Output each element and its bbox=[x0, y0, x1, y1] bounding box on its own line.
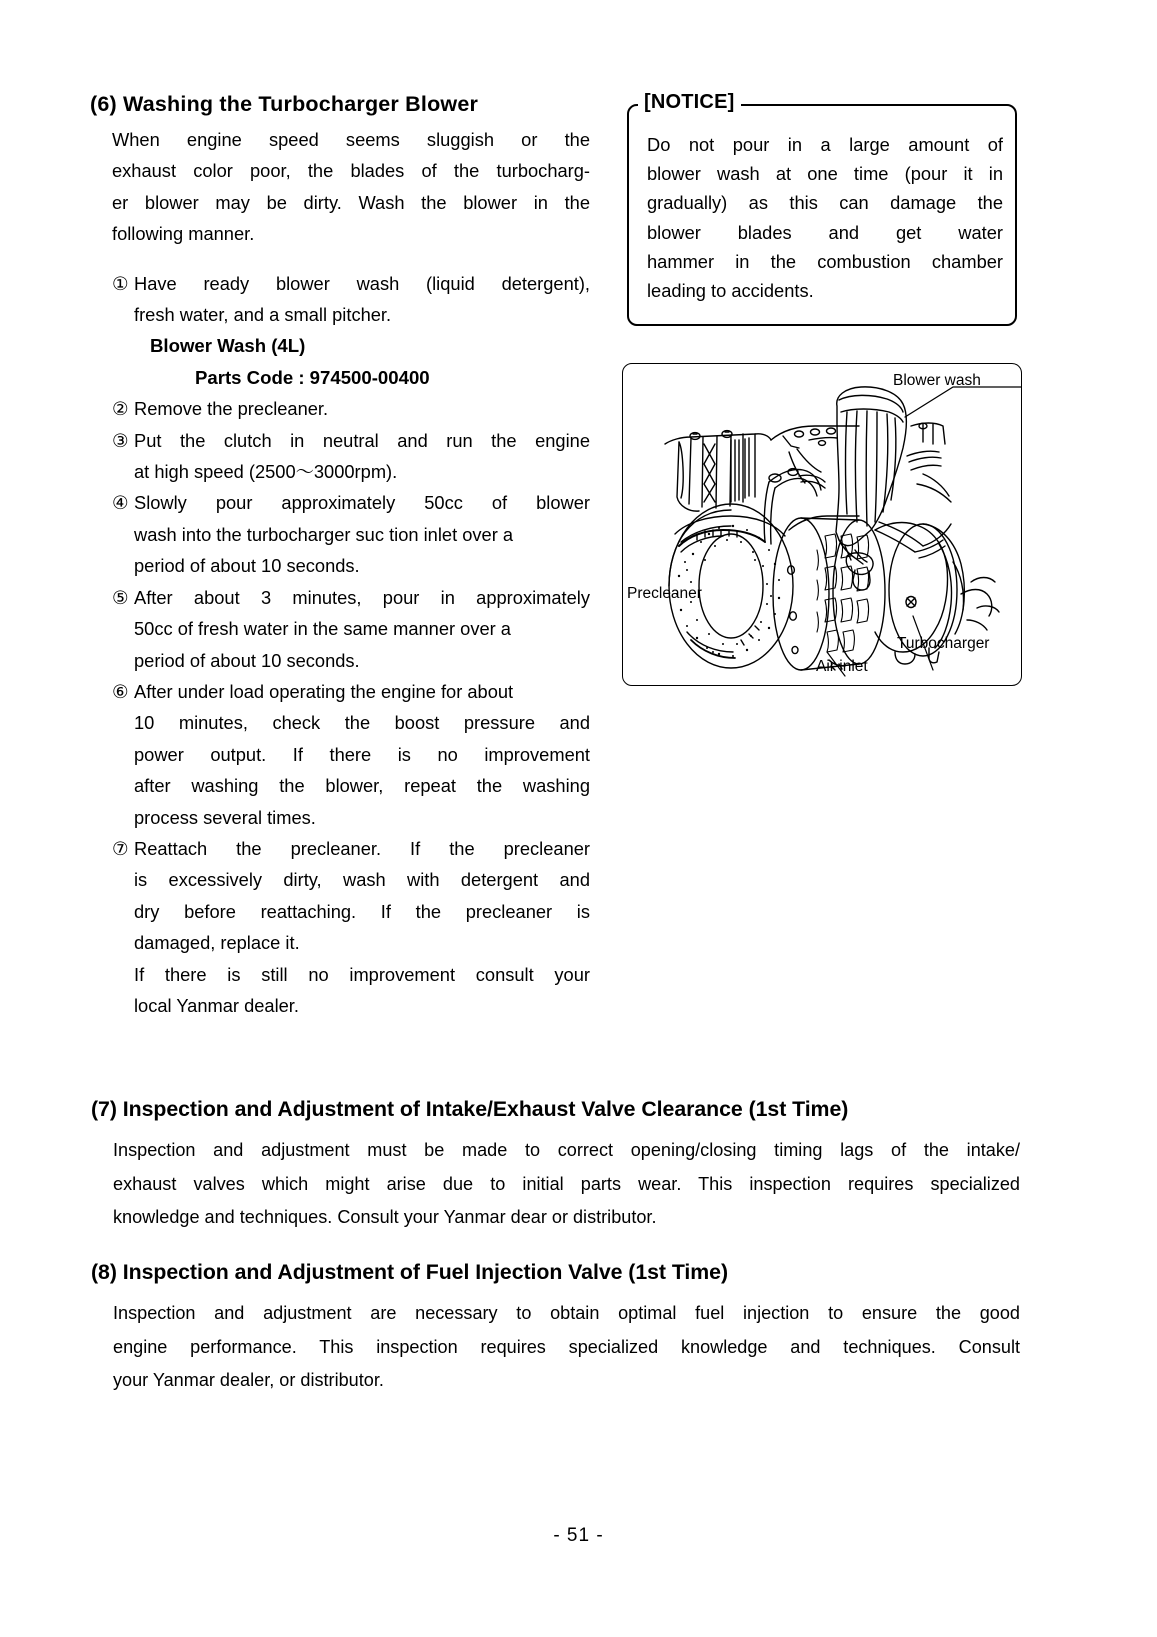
body-line: engine performance. This inspection requires specialized knowledge and techniques. Consult bbox=[113, 1336, 1020, 1357]
list-item-line: Slowly pour approximately 50cc of blower bbox=[134, 492, 590, 514]
list-item bbox=[112, 582, 590, 676]
figure-label-turbocharger: Turbocharger bbox=[897, 635, 990, 652]
list-item bbox=[112, 425, 590, 488]
circled-number-3-icon: ③ bbox=[112, 429, 129, 451]
list-item-line: After under load operating the engine for about bbox=[134, 680, 514, 702]
section-8-heading: (8) Inspection and Adjustment of Fuel Injection Valve (1st Time) bbox=[91, 1260, 728, 1284]
circled-number-1-icon: ① bbox=[112, 272, 129, 294]
notice-line: gradually) as this can damage the bbox=[647, 192, 1003, 214]
list-item-line: local Yanmar dealer. bbox=[134, 994, 299, 1016]
intro-line: exhaust color poor, the blades of the turbocharg- bbox=[112, 160, 590, 182]
list-item-line: Have ready blower wash (liquid detergent), bbox=[134, 272, 590, 294]
list-item-line: Put the clutch in neutral and run the engine bbox=[134, 429, 590, 451]
list-item-line: If there is still no improvement consult your bbox=[134, 963, 590, 985]
list-item-line: 50cc of fresh water in the same manner over a bbox=[134, 618, 511, 640]
figure-label-blower-wash: Blower wash bbox=[893, 372, 981, 389]
intro-line: When engine speed seems sluggish or the bbox=[112, 129, 590, 150]
page-number: - 51 - bbox=[553, 1525, 604, 1546]
notice-text bbox=[647, 130, 1003, 305]
list-item-line: Reattach the precleaner. If the precleaner bbox=[134, 837, 590, 859]
body-line: Inspection and adjustment must be made to correct opening/closing timing lags of the intake/ bbox=[113, 1140, 1020, 1160]
circled-number-5-icon: ⑤ bbox=[112, 586, 129, 608]
list-item bbox=[112, 268, 590, 331]
notice-line: blower blades and get water bbox=[647, 221, 1003, 243]
list-item-line: dry before reattaching. If the precleaner is bbox=[134, 900, 590, 922]
figure-label-precleaner: Precleaner bbox=[627, 585, 702, 602]
list-item-line: fresh water, and a small pitcher. bbox=[134, 304, 392, 326]
list-item-line: process several times. bbox=[134, 806, 316, 828]
section-6-left-column bbox=[90, 124, 590, 1021]
list-item-line: after washing the blower, repeat the washing bbox=[134, 775, 590, 797]
list-item-line: period of about 10 seconds. bbox=[134, 649, 360, 671]
notice-line: Do not pour in a large amount of bbox=[647, 134, 1003, 155]
list-item-line: power output. If there is no improvement bbox=[134, 743, 590, 765]
body-line: exhaust valves which might arise due to initial parts wear. This inspection requires specialized bbox=[113, 1173, 1020, 1194]
notice-line: blower wash at one time (pour it in bbox=[647, 163, 1003, 185]
list-item-line: 10 minutes, check the boost pressure and bbox=[134, 712, 590, 734]
list-item bbox=[112, 676, 590, 833]
list-item-line: After about 3 minutes, pour in approximately bbox=[134, 586, 590, 608]
list-item-line: at high speed (2500～3000rpm). bbox=[134, 461, 398, 483]
intro-line: er blower may be dirty. Wash the blower in the bbox=[112, 191, 590, 213]
intro-line: following manner. bbox=[112, 223, 255, 245]
circled-number-7-icon: ⑦ bbox=[112, 837, 129, 859]
section-6-intro-paragraph bbox=[112, 124, 590, 250]
body-line: your Yanmar dealer, or distributor. bbox=[113, 1370, 384, 1390]
section-6-heading: (6) Washing the Turbocharger Blower bbox=[90, 92, 479, 116]
circled-number-2-icon: ② bbox=[112, 398, 129, 420]
list-item-line: period of about 10 seconds. bbox=[134, 555, 360, 577]
body-line: Inspection and adjustment are necessary to obtain optimal fuel injection to ensure the good bbox=[113, 1303, 1020, 1323]
list-item-line: wash into the turbocharger suc tion inlet over a bbox=[134, 523, 514, 545]
body-line: knowledge and techniques. Consult your Yanmar dear or distributor. bbox=[113, 1207, 657, 1227]
section-8-body bbox=[113, 1297, 1020, 1398]
list-item bbox=[112, 487, 590, 581]
list-item-line: is excessively dirty, wash with detergent and bbox=[134, 869, 590, 891]
section-7-body bbox=[113, 1134, 1020, 1235]
figure-label-air-inlet: Air inlet bbox=[816, 658, 868, 675]
notice-line: leading to accidents. bbox=[647, 280, 814, 302]
notice-title: [NOTICE] bbox=[638, 89, 741, 115]
list-item bbox=[112, 833, 590, 1021]
section-7-heading: (7) Inspection and Adjustment of Intake/Exhaust Valve Clearance (1st Time) bbox=[91, 1097, 849, 1121]
blower-wash-label: Blower Wash (4L) bbox=[150, 335, 306, 357]
circled-number-4-icon: ④ bbox=[112, 492, 129, 514]
spacer bbox=[90, 250, 590, 268]
notice-line: hammer in the combustion chamber bbox=[647, 250, 1003, 272]
list-item-line: Remove the precleaner. bbox=[134, 398, 329, 420]
list-item-line: damaged, replace it. bbox=[134, 932, 300, 954]
parts-code-label: Parts Code : 974500-00400 bbox=[195, 366, 430, 388]
list-item bbox=[112, 393, 590, 424]
circled-number-6-icon: ⑥ bbox=[112, 680, 129, 702]
